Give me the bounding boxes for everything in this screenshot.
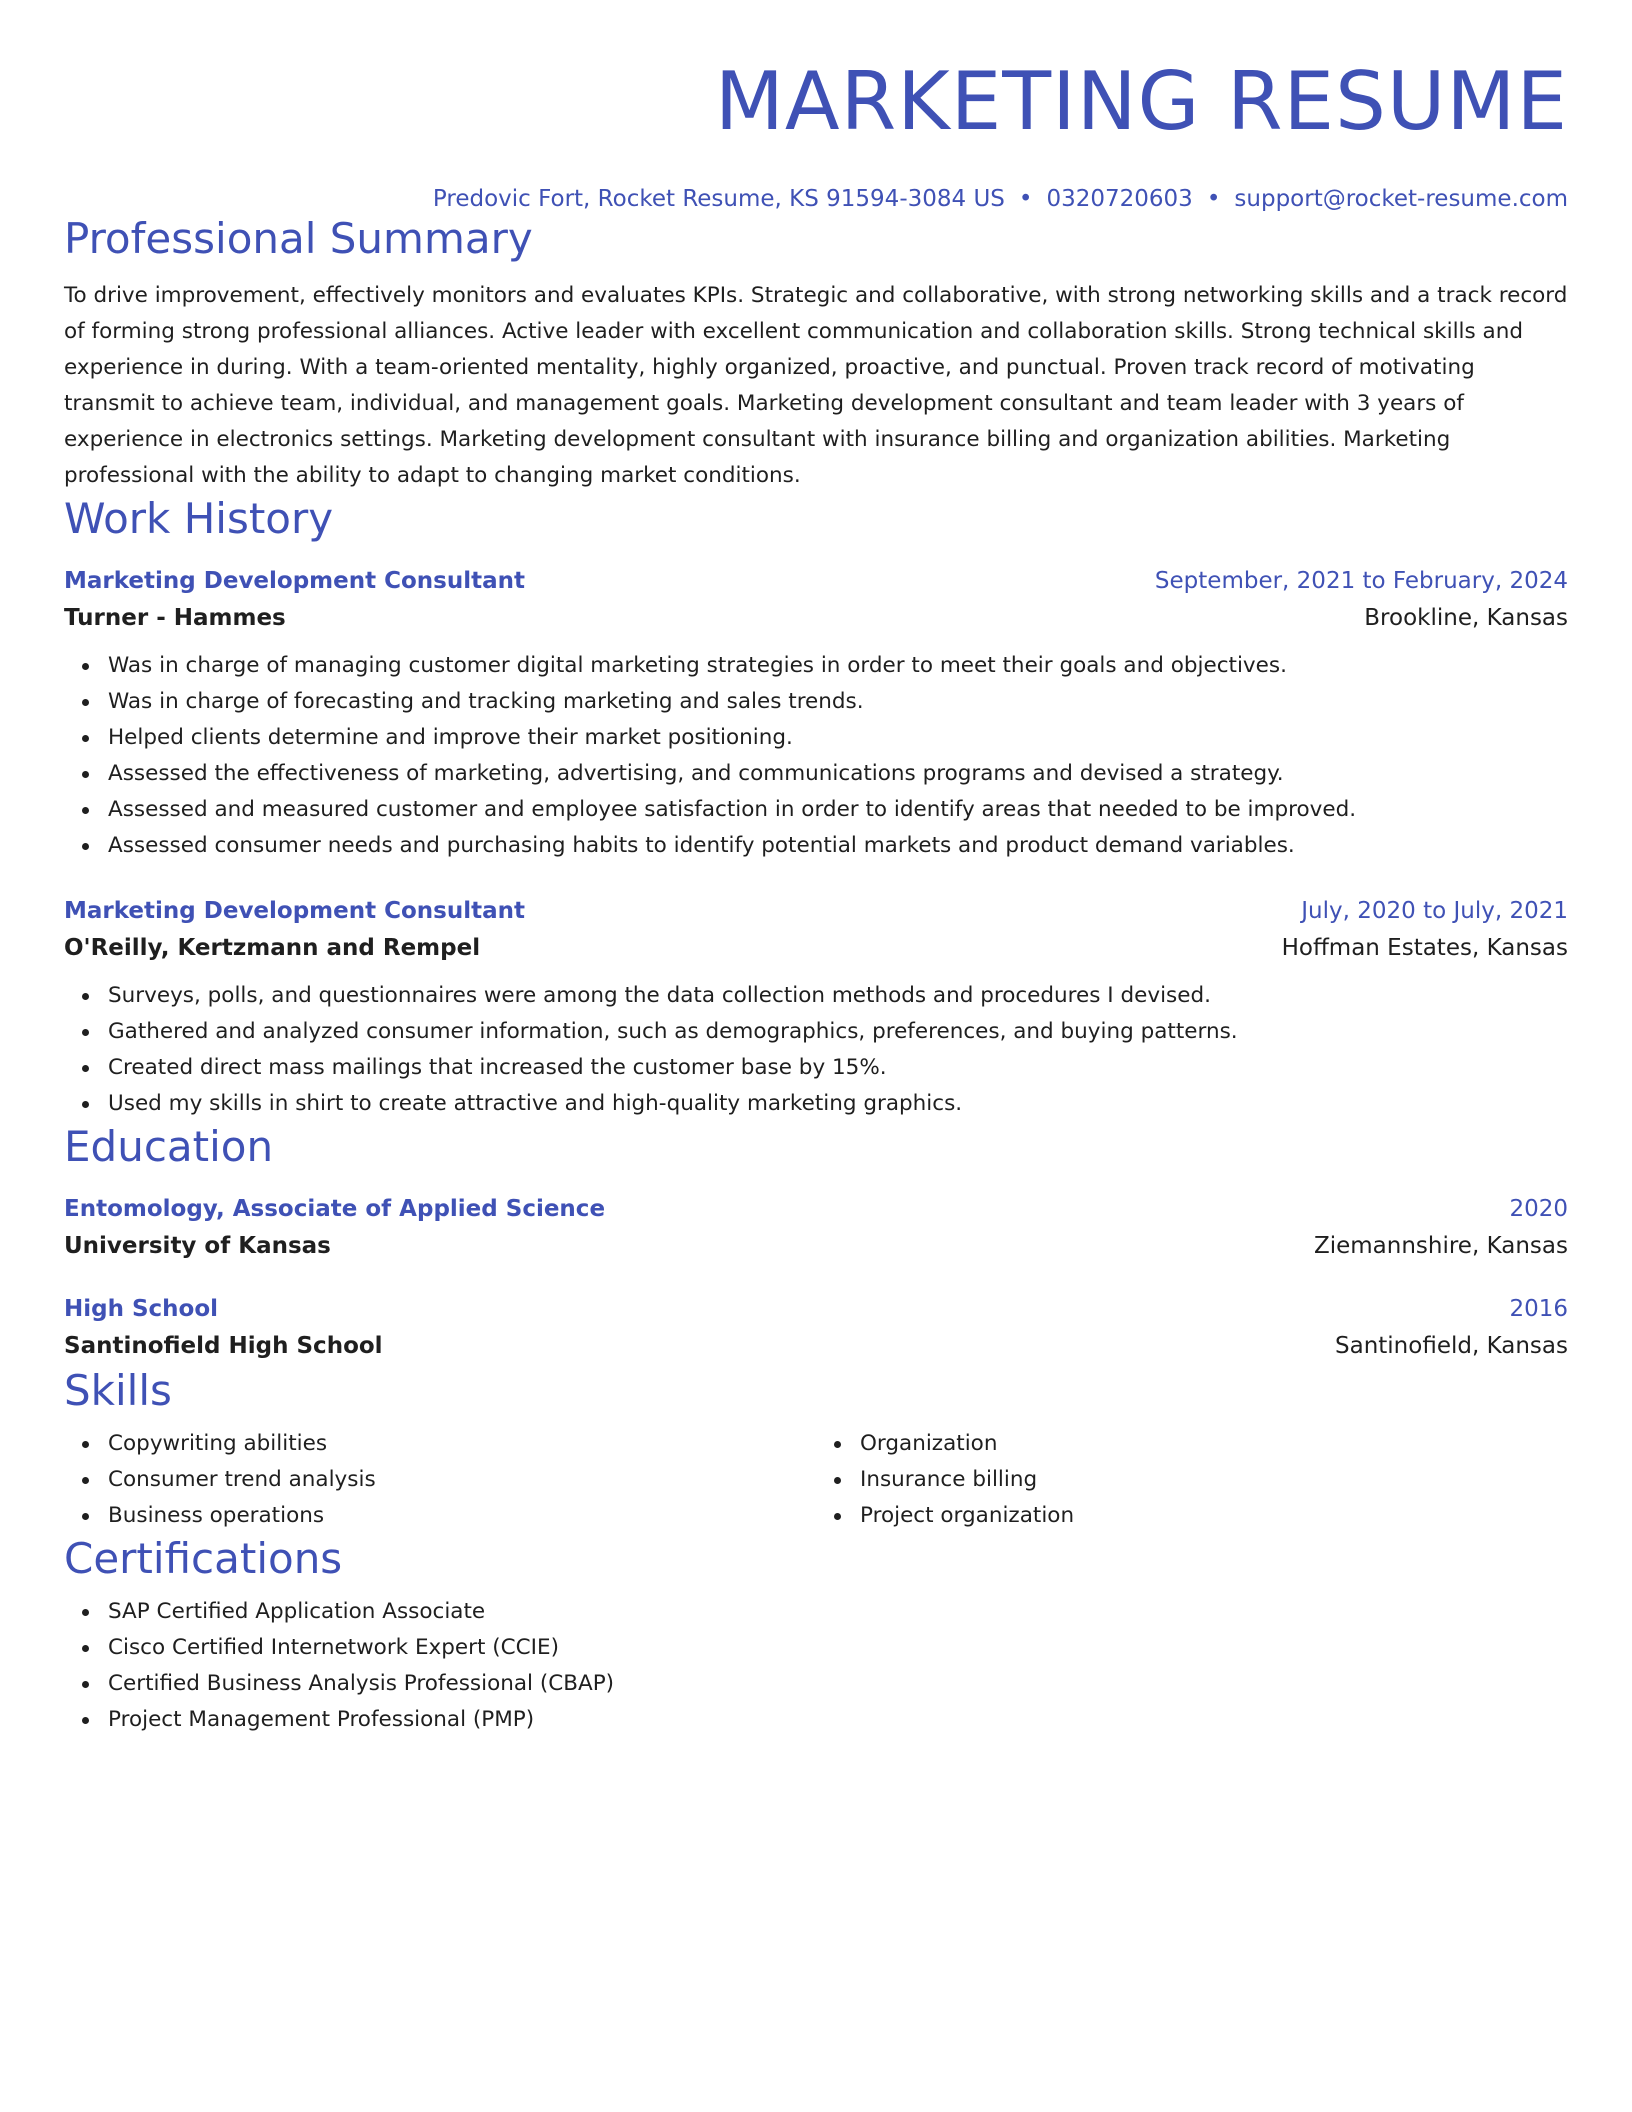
contact-separator: •	[1206, 186, 1221, 212]
list-item: Copywriting abilities	[108, 1426, 816, 1462]
skills-columns	[64, 1416, 1568, 1534]
school-location: Santinofield, Kansas	[1335, 1333, 1568, 1359]
job-bullets	[64, 978, 1568, 1122]
list-item: Surveys, polls, and questionnaires were among the data collection methods and procedures I devised.	[108, 978, 1568, 1014]
degree-name: Entomology, Associate of Applied Science	[64, 1196, 606, 1222]
list-item: Project Management Professional (PMP)	[108, 1702, 1568, 1738]
work-entry	[64, 894, 1568, 1122]
job-bullets	[64, 648, 1568, 864]
company-name: O'Reilly, Kertzmann and Rempel	[64, 935, 481, 961]
list-item: Certified Business Analysis Professional (CBAP)	[108, 1666, 1568, 1702]
job-location: Hoffman Estates, Kansas	[1281, 935, 1568, 961]
list-item: Organization	[860, 1426, 1568, 1462]
contact-line	[64, 184, 1568, 214]
degree-name: High School	[64, 1296, 219, 1322]
list-item: Cisco Certified Internetwork Expert (CCIE)	[108, 1630, 1568, 1666]
list-item: Business operations	[108, 1498, 816, 1534]
contact-phone: 0320720603	[1046, 186, 1193, 212]
school-location: Ziemannshire, Kansas	[1313, 1233, 1568, 1259]
list-item: SAP Certified Application Associate	[108, 1594, 1568, 1630]
certifications-section	[64, 1534, 1568, 1738]
skills-heading: Skills	[64, 1366, 172, 1415]
contact-email[interactable]: support@rocket-resume.com	[1234, 186, 1568, 212]
resume-name: MARKETING RESUME	[714, 55, 1568, 148]
school-name: Santinofield High School	[64, 1333, 383, 1359]
skills-list-right	[816, 1426, 1568, 1534]
education-entry	[64, 1292, 1568, 1366]
job-location: Brookline, Kansas	[1364, 605, 1568, 631]
list-item: Used my skills in shirt to create attractive and high-quality marketing graphics.	[108, 1086, 1568, 1122]
summary-heading: Professional Summary	[64, 214, 533, 263]
certifications-heading: Certifications	[64, 1534, 343, 1583]
contact-separator: •	[1018, 186, 1033, 212]
list-item: Project organization	[860, 1498, 1568, 1534]
job-title: Marketing Development Consultant	[64, 568, 526, 594]
school-name: University of Kansas	[64, 1233, 331, 1259]
list-item: Insurance billing	[860, 1462, 1568, 1498]
list-item: Created direct mass mailings that increased the customer base by 15%.	[108, 1050, 1568, 1086]
work-history-heading: Work History	[64, 494, 334, 543]
job-dates: September, 2021 to February, 2024	[1154, 568, 1568, 594]
education-section	[64, 1122, 1568, 1366]
list-item: Assessed consumer needs and purchasing habits to identify potential markets and product demand variables.	[108, 828, 1568, 864]
certifications-list	[64, 1594, 1568, 1738]
skills-list-left	[64, 1426, 816, 1534]
list-item: Gathered and analyzed consumer information, such as demographics, preferences, and buying patterns.	[108, 1014, 1568, 1050]
education-entry	[64, 1192, 1568, 1266]
list-item: Helped clients determine and improve their market positioning.	[108, 720, 1568, 756]
resume-header	[64, 0, 1568, 214]
list-item: Was in charge of forecasting and tracking marketing and sales trends.	[108, 684, 1568, 720]
list-item: Consumer trend analysis	[108, 1462, 816, 1498]
summary-section	[64, 214, 1568, 494]
skills-section	[64, 1366, 1568, 1534]
list-item: Assessed and measured customer and employee satisfaction in order to identify areas that needed to be improved.	[108, 792, 1568, 828]
resume-page	[64, 0, 1568, 1738]
work-entry	[64, 564, 1568, 864]
list-item: Was in charge of managing customer digital marketing strategies in order to meet their goals and objectives.	[108, 648, 1568, 684]
company-name: Turner - Hammes	[64, 605, 286, 631]
summary-text: To drive improvement, effectively monitors and evaluates KPIs. Strategic and collaborative, with strong networking skills and a track record of forming strong professional alliances. Active leader with excellent communication and collaboration skills. Strong technical skills and experience in during. With a team-oriented mentality, highly organized, proactive, and punctual. Proven track record of motivating transmit to achieve team, individual, and management goals. Marketing development consultant and team leader with 3 years of experience in electronics settings. Marketing development consultant with insurance billing and organization abilities. Marketing professional with the ability to adapt to changing market conditions.	[64, 283, 1568, 488]
job-title: Marketing Development Consultant	[64, 898, 526, 924]
work-history-section	[64, 494, 1568, 1122]
contact-address: Predovic Fort, Rocket Resume, KS 91594-3084 US	[432, 186, 1005, 212]
graduation-year: 2020	[1509, 1196, 1568, 1222]
graduation-year: 2016	[1509, 1296, 1568, 1322]
job-dates: July, 2020 to July, 2021	[1301, 898, 1568, 924]
education-heading: Education	[64, 1122, 274, 1171]
list-item: Assessed the effectiveness of marketing, advertising, and communications programs and devised a strategy.	[108, 756, 1568, 792]
